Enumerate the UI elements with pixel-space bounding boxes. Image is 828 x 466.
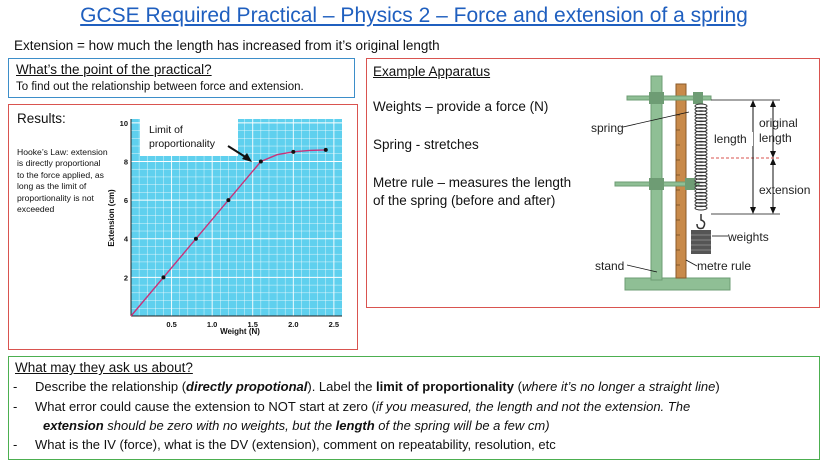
x-tick-label: 1.0 [206,320,218,329]
apparatus-heading: Example Apparatus [373,64,491,79]
y-tick-label: 2 [123,273,128,283]
original-arrow-head-top [770,100,776,107]
ask-heading: What may they ask us about? [15,360,193,375]
point-box [8,58,355,98]
b2-text: What error could cause the extension to NOT start at zero ( [35,399,376,414]
b1-text-2: ). Label the [307,379,377,394]
top-clamp [649,92,664,104]
lower-clamp [649,178,664,190]
extension-definition: Extension = how much the length has increased from it’s original length [14,38,440,53]
y-tick-label: 8 [123,157,128,167]
length-arrow-head-bottom [750,207,756,214]
stand-base [625,278,730,290]
hook [697,214,705,229]
ask-bullet-2-cont [43,418,550,433]
ask-bullet-2 [13,399,690,414]
extension-arrow-head-top [770,158,776,165]
x-tick-label: 2.0 [288,320,299,329]
label-original-length: length [759,131,792,145]
hookes-law-text: Hooke’s Law: extension is directly proportional to the force applied, as long as the limit of proportionality is not exceeded [17,147,108,215]
bullet-dash: - [13,379,18,394]
x-tick-label: 1.5 [247,320,258,329]
b2-italic-3: of the spring will be a few cm) [374,418,550,433]
b1-emph: directly propotional [186,379,308,394]
bullet-dash: - [13,399,18,414]
b1-italic: where it’s no longer a straight line [521,379,716,394]
label-metre-rule: metre rule [697,259,752,273]
extension-arrow-head-bottom [770,207,776,214]
data-point [194,237,198,241]
page-title: GCSE Required Practical – Physics 2 – Force and extension of a spring [80,4,748,27]
point-text: To find out the relationship between force and extension. [16,81,304,93]
b2-bold-len: length [335,418,375,433]
data-point [259,159,263,163]
annotation-line-1: Limit of [149,124,183,136]
rule-text-2: of the spring (before and after) [373,193,556,208]
y-tick-label: 10 [119,118,128,128]
b3-text: What is the IV (force), what is the DV (extension), comment on repeatability, resolution, etc [35,437,556,452]
label-stand: stand [595,259,625,273]
b1-text: Describe the relationship ( [35,379,187,394]
data-point [161,275,165,279]
label-extension: extension [759,183,811,197]
ask-box [8,356,820,460]
b1-bold: limit of proportionality [376,379,514,394]
results-chart [100,110,350,340]
spring-text: Spring - stretches [373,137,479,152]
original-arrow-head-bottom [770,151,776,158]
label-weights: weights [728,230,769,244]
data-point [324,148,328,152]
apparatus-diagram [585,70,820,302]
b2-bold-ext: extension [43,418,104,433]
ask-bullet-3 [13,437,556,452]
results-heading: Results: [17,111,66,126]
rule-leader [686,260,697,266]
x-tick-label: 0.5 [166,320,177,329]
point-heading: What’s the point of the practical? [16,62,212,77]
bullet-dash: - [13,437,18,452]
y-tick-label: 6 [123,196,128,206]
rule-text-1: Metre rule – measures the length [373,175,572,190]
weights-text: Weights – provide a force (N) [373,99,549,114]
length-arrow-head-top [750,100,756,107]
x-tick-label: 2.5 [328,320,340,329]
b1-text-4: ) [715,379,720,394]
y-tick-label: 4 [123,234,128,244]
lower-boss [685,178,695,190]
y-axis-label: Extension (cm) [107,189,116,247]
annotation-line-2: proportionality [149,138,215,150]
b1-text-3: ( [513,379,522,394]
label-original: original [759,116,798,130]
x-axis-label: Weight (N) [220,327,260,336]
top-boss [693,92,703,104]
label-length: length [714,132,747,146]
data-point [291,150,295,154]
ask-bullet-1 [13,379,720,394]
spring-coil [695,104,707,210]
b2-italic: if you measured, the length and not the extension. The [375,399,691,414]
data-point [226,198,230,202]
b2-italic-2: should be zero with no weights, but the [103,418,336,433]
label-spring: spring [591,121,624,135]
